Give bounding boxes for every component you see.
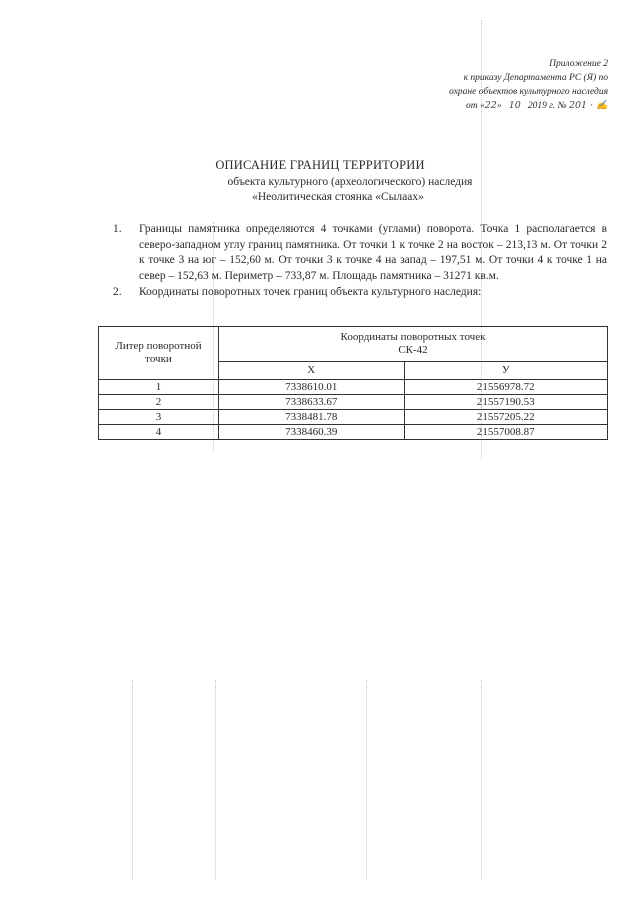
site-name: «Неолитическая стоянка «Сылаах» bbox=[252, 191, 424, 203]
cell-point: 4 bbox=[99, 425, 219, 440]
handwritten-mark: · ✍ bbox=[587, 100, 608, 111]
cell-x: 7338460.39 bbox=[219, 425, 405, 440]
scan-artifact-line bbox=[132, 680, 133, 880]
list-item-number: 1. bbox=[113, 223, 122, 235]
list-item bbox=[113, 285, 607, 301]
table-row bbox=[99, 410, 608, 425]
cell-point: 2 bbox=[99, 395, 219, 410]
document-title: ОПИСАНИЕ ГРАНИЦ ТЕРРИТОРИИ bbox=[215, 158, 425, 172]
description-list bbox=[113, 222, 607, 301]
cell-y: 21557205.22 bbox=[404, 410, 607, 425]
decree-month: 10 bbox=[508, 100, 521, 111]
header-y: У bbox=[404, 361, 607, 379]
decree-line: к приказу Департамента РС (Я) по bbox=[463, 73, 608, 83]
decree-day: 22 bbox=[484, 100, 497, 111]
cell-y: 21556978.72 bbox=[404, 380, 607, 395]
appendix-label: Приложение 2 bbox=[549, 59, 608, 69]
cell-x: 7338481.78 bbox=[219, 410, 405, 425]
cell-y: 21557008.87 bbox=[404, 425, 607, 440]
cell-x: 7338633.67 bbox=[219, 395, 405, 410]
header-x: X bbox=[219, 361, 405, 379]
scan-artifact-line bbox=[481, 680, 482, 880]
table-row bbox=[99, 380, 608, 395]
document-subtitle: объекта культурного (археологического) наследия bbox=[227, 176, 473, 188]
list-item-text: Координаты поворотных точек границ объекта культурного наследия: bbox=[139, 286, 482, 298]
table-row bbox=[99, 425, 608, 440]
coordinates-table bbox=[98, 326, 608, 440]
scan-artifact-line bbox=[366, 680, 367, 880]
list-item-text: Границы памятника определяются 4 точками (углами) поворота. Точка 1 располагается в северо-западном углу границ памятника. От точки 1 к точке 2 на восток – 213,13 м. От точки 2 к точке 3 на юг – 152,60 м. От точки 3 к точке 4 на запад – 197,51 м. От точки 4 к точке 1 на север – 152,63 м. Периметр – 733,87 м. Площадь памятника – 31271 кв.м. bbox=[139, 223, 607, 282]
cell-point: 1 bbox=[99, 380, 219, 395]
cell-point: 3 bbox=[99, 410, 219, 425]
cell-x: 7338610.01 bbox=[219, 380, 405, 395]
cell-y: 21557190.53 bbox=[404, 395, 607, 410]
decree-number: 201 bbox=[568, 100, 588, 111]
list-item bbox=[113, 222, 607, 284]
header-liter: Литер поворотной точки bbox=[99, 327, 219, 380]
header-coordinates: Координаты поворотных точек СК-42 bbox=[219, 327, 608, 362]
department-line: охране объектов культурного наследия bbox=[449, 87, 608, 97]
appendix-header bbox=[449, 57, 608, 113]
table-row bbox=[99, 395, 608, 410]
scan-artifact-line bbox=[215, 680, 216, 880]
list-item-number: 2. bbox=[113, 286, 122, 298]
decree-date-line: от «22» 10 2019 г. № 201 · ✍ bbox=[465, 100, 608, 111]
